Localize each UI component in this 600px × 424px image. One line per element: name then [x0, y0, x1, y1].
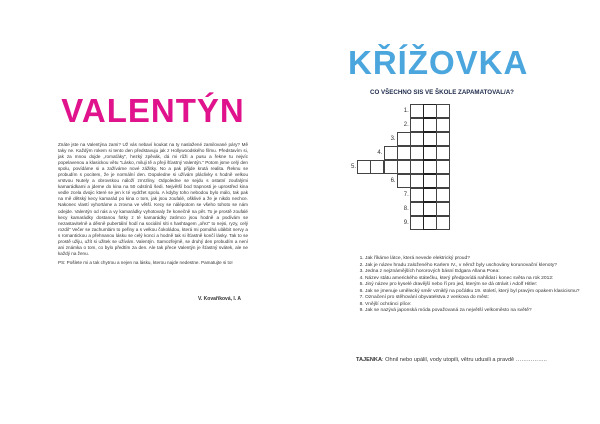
- clue-item: 5. Jiný název pro kyselé dravější nebo ří pro jed, kterým se dá otrávit i Adolf Hitler:: [365, 282, 592, 289]
- grid-cell[interactable]: [384, 160, 398, 174]
- solution-cell[interactable]: [423, 202, 437, 216]
- grid-cell[interactable]: [410, 118, 424, 132]
- crossword-subtitle: CO VŠECHNO SIS VE ŠKOLE ZAPAMATOVAL/A?: [370, 89, 514, 96]
- grid-cell[interactable]: [436, 104, 450, 118]
- clue-item: 2. Jak je název hradu založeného Karlem IV., v němž byly uschovány korunovační klenoty?: [365, 263, 592, 270]
- row-number: 5.: [350, 164, 356, 170]
- grid-cell[interactable]: [410, 216, 424, 230]
- grid-cell[interactable]: [436, 174, 450, 188]
- grid-cell[interactable]: [436, 216, 450, 230]
- grid-row: [411, 202, 451, 216]
- grid-cell[interactable]: [410, 202, 424, 216]
- grid-cell[interactable]: [397, 174, 411, 188]
- row-number: 3.: [390, 136, 396, 142]
- article-signature: V. Kovaříková, I. A: [198, 296, 241, 302]
- solution-cell[interactable]: [423, 216, 437, 230]
- solution-cell[interactable]: [423, 174, 437, 188]
- grid-cell[interactable]: [397, 160, 411, 174]
- article-title: VALENTÝN: [61, 92, 245, 129]
- grid-cell[interactable]: [436, 188, 450, 202]
- grid-cell[interactable]: [436, 132, 450, 146]
- grid-cell[interactable]: [370, 160, 384, 174]
- grid-row: [411, 104, 451, 118]
- grid-cell[interactable]: [436, 118, 450, 132]
- article-body: [58, 142, 248, 270]
- solution-cell[interactable]: [423, 118, 437, 132]
- grid-row: [411, 216, 451, 230]
- article-paragraph: Znáte jste na Valentýna zami? Už vás nebaví koukat na ty naslažené zamilované páry? Mě taky ne. Každým rokem si tento den představuju jak z Hollywoodského filmu. Představím si, jak za mnou dojde „romaťáky", hezký zpěvák, dá mi růži a pusu a řekne tu nejvíc popelavenou a klasickou větu "Lásko, miluji tě a přeji šťastný Valentýn." Potom jsme celý den spolu, povídáme si a zažíváme nové zážitky. No a pak přijde krutá realita. Řeknu se probudím s pocitem, že je normální den. Dopoledne si užívám pláclivky s hodně velkou vrstvou Nutely a obrovskou náloží zmrzliny. Odpoledne se sejdu s ostatní zoufalými kamarádkami a jdeme do kina na 50 odstínů šedi. Největší bod trapnosti je uprostřed kina vedle zcela dvojic které se jen k té vydržet spolu. A kdyby toho nebodou bylo málo, tak pak na mě dětský kecy kamarád po kina o tom, jak jsou zoufalé, ošklivé a že je nikdo nechce. Nakonec vlastí vyhortáme a zrovna ve větší. Kecy se nálépotom se všeho tohoto se nám odejde. Valentýn od nás a vy kamarádky vyhotovaly že konečně na pět. To je prostě zoufalé kecy kamarádky dostanou fotky z té kamarádky zatímco jsou hodně a podívám se nezastavitelně a děsně pubertální hodí na sociální síti s hashtagem „ořez“ to nejsi, ryzy, celý rozdil" Večer se zachumlám to peřiny a s velkou čokoládou, která mi pomáhá ulákbit nervy a s romantickou a přehnanou lásku se celý konci a hodně tak si šťastně končí lásky. Tak to se prostě užiju, užít si užitek se užívám. Valentýn. Samozřejmě, se druhý den probudím a není ani známka o tom, co bylo předtím za den. Ale tak přece Valentýn je šťastný svátek, ale ne každý na ženu.: [58, 142, 248, 256]
- grid-cell[interactable]: [410, 160, 424, 174]
- row-number: 9.: [403, 220, 409, 226]
- clue-item: 7. Označení pro stěhování obyvatelstva z venkova do měst:: [365, 295, 592, 302]
- row-number: 1.: [403, 108, 409, 114]
- grid-cell[interactable]: [410, 174, 424, 188]
- grid-row: [398, 132, 451, 146]
- right-page: [300, 0, 600, 424]
- grid-cell[interactable]: [357, 160, 371, 174]
- solution-cell[interactable]: [423, 160, 437, 174]
- clue-item: 4. Název státu amerického státečku, který předpovídá nahlídat i konec světa na rok 2012:: [365, 276, 592, 283]
- tajenka-label: TAJENKA: [356, 357, 383, 363]
- grid-cell[interactable]: [410, 104, 424, 118]
- grid-cell[interactable]: [397, 132, 411, 146]
- clue-item: 9. Jak se nazývá japonská móda považovaná za největší velkoměsto na světě?: [365, 308, 592, 315]
- row-number: 7.: [403, 192, 409, 198]
- grid-cell[interactable]: [410, 188, 424, 202]
- crossword-grid: [300, 104, 600, 234]
- row-number: 8.: [403, 206, 409, 212]
- clue-item: 8. Vnější ochránci plíce:: [365, 302, 592, 309]
- grid-cell[interactable]: [397, 146, 411, 160]
- grid-row: [384, 146, 450, 160]
- tajenka: [356, 357, 596, 363]
- grid-cell[interactable]: [410, 132, 424, 146]
- grid-cell[interactable]: [436, 146, 450, 160]
- grid-row: [358, 160, 450, 174]
- clue-item: 1. Jak říkáme látce, která nevede elektrický proud?: [365, 256, 592, 263]
- clue-item: 3. Jedna z nejznámějších hororových básní Edgara Allana Poea:: [365, 269, 592, 276]
- grid-cell[interactable]: [384, 146, 398, 160]
- grid-cell[interactable]: [410, 146, 424, 160]
- solution-cell[interactable]: [423, 188, 437, 202]
- tajenka-text: : Ohnil nebo upálil, vody utopili, větru udusili a pravdě ……………..: [382, 357, 547, 363]
- solution-cell[interactable]: [423, 132, 437, 146]
- row-number: 4.: [377, 150, 383, 156]
- grid-row: [398, 174, 451, 188]
- clue-item: 6. Jak se jmenuje umělecký směr vzniklý na počátku 19. století, který byl pravým opakem klasicismu?: [365, 289, 592, 296]
- grid-row: [411, 118, 451, 132]
- article-paragraph: PS: Pošlete mi a tak chytrou a nejen na lásku, kterou najde nedestne. Pamatujte si to!: [58, 260, 233, 266]
- grid-cell[interactable]: [436, 202, 450, 216]
- clue-list: [356, 256, 592, 315]
- row-number: 6.: [390, 178, 396, 184]
- grid-cell[interactable]: [436, 160, 450, 174]
- grid-row: [411, 188, 451, 202]
- solution-cell[interactable]: [423, 104, 437, 118]
- crossword-title: KŘÍŽOVKA: [348, 44, 529, 81]
- row-number: 2.: [403, 122, 409, 128]
- solution-cell[interactable]: [423, 146, 437, 160]
